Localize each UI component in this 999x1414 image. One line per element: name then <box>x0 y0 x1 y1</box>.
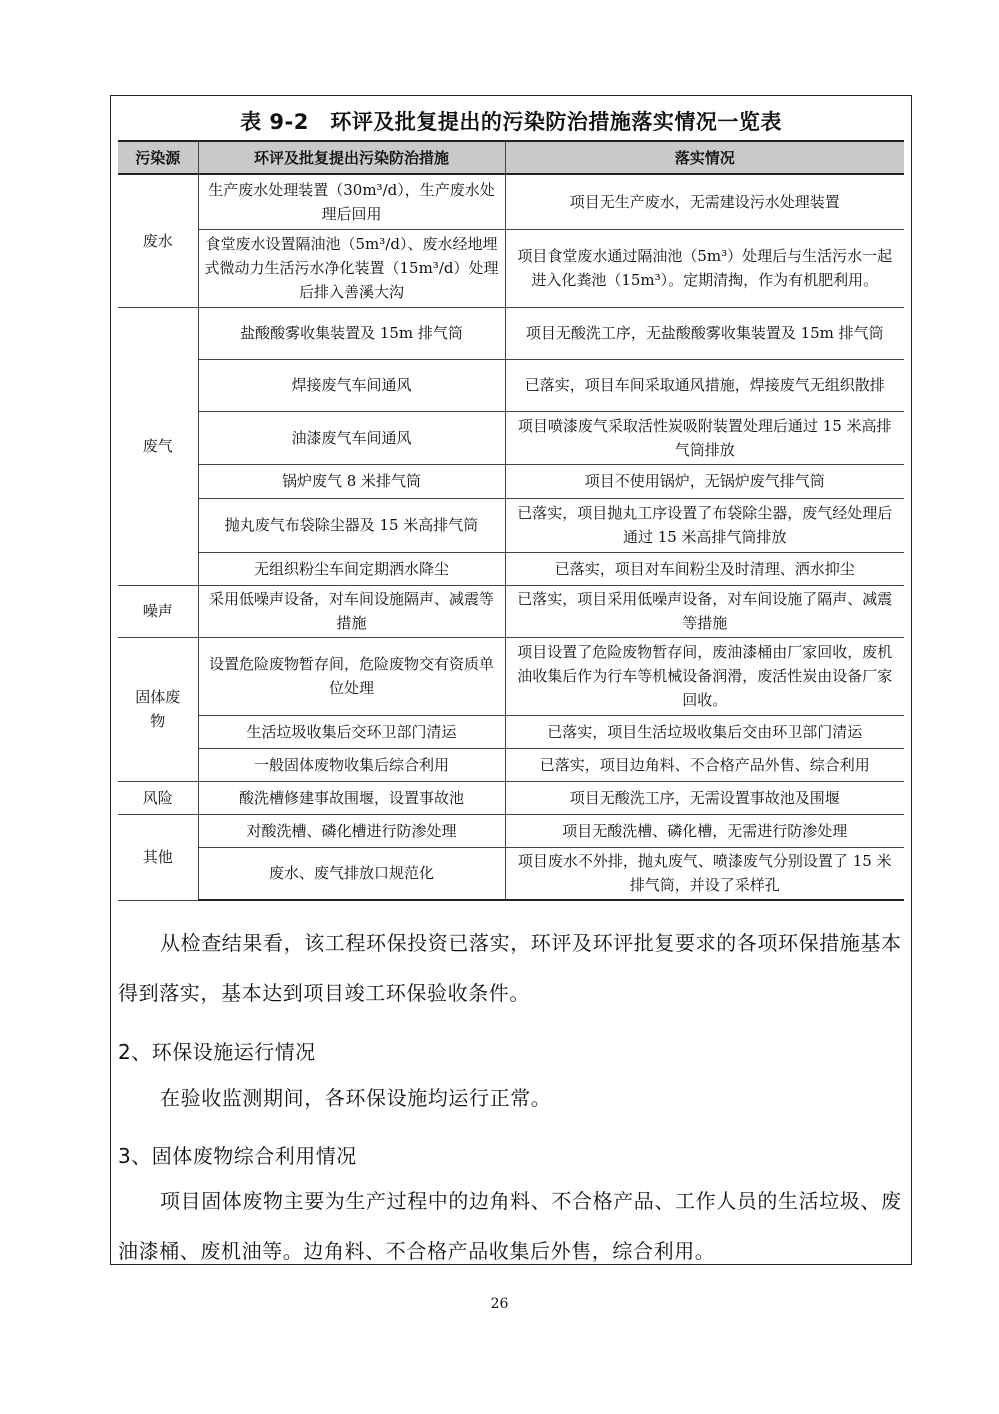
table-row <box>118 781 904 814</box>
measure-cell: 设置危险废物暂存间，危险废物交有资质单位处理 <box>198 637 505 715</box>
table-row <box>118 498 904 552</box>
section-3-heading: 3、固体废物综合利用情况 <box>118 1144 357 1168</box>
measure-cell: 食堂废水设置隔油池（5m³/d）、废水经地埋式微动力生活污水净化装置（15m³/d）处理后排入善溪大沟 <box>198 229 505 307</box>
measure-cell: 对酸洗槽、磷化槽进行防渗处理 <box>198 814 505 847</box>
measure-cell: 焊接废气车间通风 <box>198 359 505 411</box>
table-row <box>118 411 904 464</box>
measure-cell: 生产废水处理装置（30m³/d），生产废水处理后回用 <box>198 174 505 229</box>
measure-cell: 生活垃圾收集后交环卫部门清运 <box>198 715 505 748</box>
source-cell: 废气 <box>118 307 198 585</box>
measure-cell: 酸洗槽修建事故围堰，设置事故池 <box>198 781 505 814</box>
conclusion-paragraph: 从检查结果看，该工程环保投资已落实，环评及环评批复要求的各项环保措施基本得到落实，基本达到项目竣工环保验收条件。 <box>118 931 902 1005</box>
source-label: 固体废物 <box>135 688 181 730</box>
measure-cell: 废水、废气排放口规范化 <box>198 847 505 900</box>
measure-cell: 油漆废气车间通风 <box>198 411 505 464</box>
status-cell: 项目无酸洗槽、磷化槽，无需进行防渗处理 <box>505 814 904 847</box>
section-2-heading: 2、环保设施运行情况 <box>118 1040 316 1064</box>
status-cell: 已落实，项目生活垃圾收集后交由环卫部门清运 <box>505 715 904 748</box>
page-number: 26 <box>490 1296 509 1312</box>
table-row <box>118 359 904 411</box>
source-cell <box>118 637 198 781</box>
table-row <box>118 307 904 359</box>
measure-cell: 无组织粉尘车间定期洒水降尘 <box>198 552 505 585</box>
status-cell: 已落实，项目对车间粉尘及时清理、洒水抑尘 <box>505 552 904 585</box>
status-cell: 项目无酸洗工序，无需设置事故池及围堰 <box>505 781 904 814</box>
status-cell: 已落实，项目抛丸工序设置了布袋除尘器，废气经处理后通过 15 米高排气筒排放 <box>505 498 904 552</box>
table-row <box>118 814 904 847</box>
measure-cell: 锅炉废气 8 米排气筒 <box>198 464 505 498</box>
status-cell: 项目无生产废水，无需建设污水处理装置 <box>505 174 904 229</box>
pollution-measures-table <box>118 140 904 901</box>
measure-cell: 盐酸酸雾收集装置及 15m 排气筒 <box>198 307 505 359</box>
status-cell: 项目废水不外排，抛丸废气、喷漆废气分别设置了 15 米排气筒，并设了采样孔 <box>505 847 904 900</box>
source-cell: 其他 <box>118 814 198 900</box>
measure-cell: 一般固体废物收集后综合利用 <box>198 748 505 781</box>
table-row <box>118 174 904 229</box>
table-row <box>118 748 904 781</box>
table-row <box>118 715 904 748</box>
table-row <box>118 229 904 307</box>
source-cell: 废水 <box>118 174 198 307</box>
table-row <box>118 552 904 585</box>
table-row <box>118 585 904 637</box>
measure-cell: 采用低噪声设备，对车间设施隔声、减震等措施 <box>198 585 505 637</box>
status-cell: 已落实，项目车间采取通风措施，焊接废气无组织散排 <box>505 359 904 411</box>
status-cell: 已落实，项目采用低噪声设备，对车间设施了隔声、减震等措施 <box>505 585 904 637</box>
status-cell: 项目设置了危险废物暂存间，废油漆桶由厂家回收，废机油收集后作为行车等机械设备润滑，废活性炭由设备厂家回收。 <box>505 637 904 715</box>
header-measure: 环评及批复提出污染防治措施 <box>198 141 505 174</box>
measure-cell: 抛丸废气布袋除尘器及 15 米高排气筒 <box>198 498 505 552</box>
status-cell: 项目无酸洗工序，无盐酸酸雾收集装置及 15m 排气筒 <box>505 307 904 359</box>
header-status: 落实情况 <box>505 141 904 174</box>
table-row <box>118 464 904 498</box>
status-cell: 项目不使用锅炉，无锅炉废气排气筒 <box>505 464 904 498</box>
table-header-row <box>118 141 904 174</box>
section-3-text: 项目固体废物主要为生产过程中的边角料、不合格产品、工作人员的生活垃圾、废油漆桶、废机油等。边角料、不合格产品收集后外售，综合利用。 <box>118 1189 902 1263</box>
table-row <box>118 847 904 900</box>
section-2-text: 在验收监测期间，各环保设施均运行正常。 <box>160 1086 552 1110</box>
table-title: 表 9-2 环评及批复提出的污染防治措施落实情况一览表 <box>240 110 782 134</box>
source-cell: 噪声 <box>118 585 198 637</box>
status-cell: 项目喷漆废气采取活性炭吸附装置处理后通过 15 米高排气筒排放 <box>505 411 904 464</box>
status-cell: 项目食堂废水通过隔油池（5m³）处理后与生活污水一起进入化粪池（15m³）。定期清掏，作为有机肥利用。 <box>505 229 904 307</box>
status-cell: 已落实，项目边角料、不合格产品外售、综合利用 <box>505 748 904 781</box>
table-row <box>118 637 904 715</box>
source-cell: 风险 <box>118 781 198 814</box>
header-source: 污染源 <box>118 141 198 174</box>
